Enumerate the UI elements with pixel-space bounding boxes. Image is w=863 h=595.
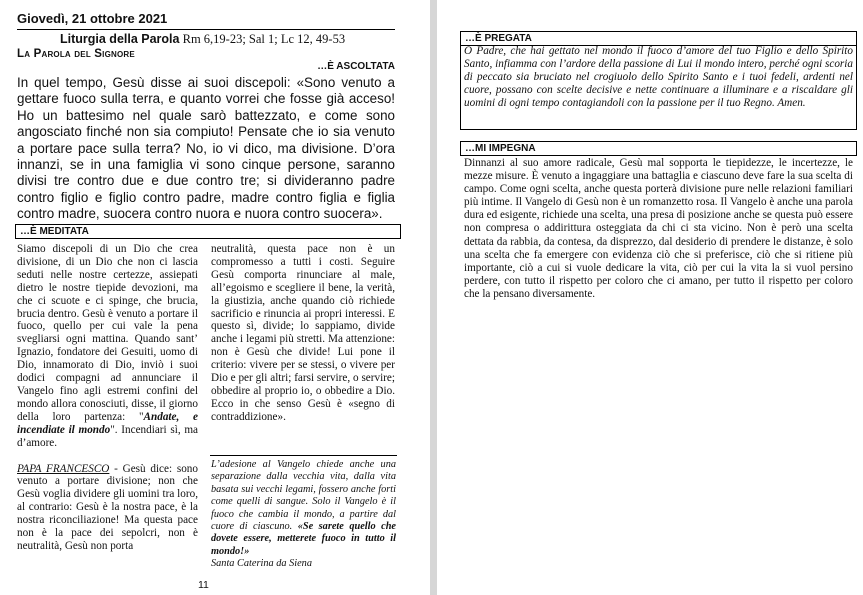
pregata-header: [460, 31, 857, 46]
ignatius-quote: Andate, e incendiate il mondo: [17, 410, 198, 436]
meditation-column-2: [211, 243, 395, 424]
quote-divider: [210, 455, 397, 456]
impegna-tag: …MI IMPEGNA: [465, 143, 536, 154]
page-number: 11: [198, 579, 209, 591]
gospel-text: In quel tempo, Gesù disse ai suoi discepoli: «Sono venuto a gettare fuoco sulla terra, e quanto vorrei che fosse già acceso! Ho un battesimo nel quale sarò battezzato, e come sono angosciato finché non sia compiuto! Pensate che io sia venuto a portare pace sulla terra? No, io vi dico, ma divisione. D’ora innanzi, se in una famiglia vi sono cinque persone, saranno divisi tre contro due e due contro tre; si divideranno padre contro figlio e figlio contro padre, madre contro figlia e figlia contro madre, suocera contro nuora e nuora contro suocera».: [17, 75, 395, 222]
caterina-quote-block: [211, 459, 396, 571]
left-page: [0, 0, 430, 595]
meditation-tail: ". Incendiari sì, ma d’amore.: [17, 423, 199, 449]
impegna-header: [460, 141, 857, 156]
date-heading: Giovedì, 21 ottobre 2021: [17, 11, 168, 26]
ascoltata-tag: …È ASCOLTATA: [317, 61, 395, 72]
parola-title: La Parola del Signore: [17, 48, 135, 60]
papa-francesco-text: - Gesù dice: sono venuto a portare divisione; non che Gesù voglia dividere gli uomini tra loro, al contrario: Gesù è la nostra pace, è la nostra riconciliazione! Ma questa pace non è la pace dei sepolcri, non è neutralità, Gesù non porta: [17, 462, 198, 552]
liturgy-label: Liturgia della Parola: [60, 32, 180, 46]
meditata-tag: …È MEDITATA: [20, 226, 89, 237]
liturgy-references: Rm 6,19-23; Sal 1; Lc 12, 49-53: [182, 32, 346, 46]
liturgy-line: [60, 32, 345, 47]
quote-bold-text: «Se sarete quello che dovete essere, metterete fuoco in tutto il mondo!»: [211, 521, 396, 557]
right-page: [437, 0, 863, 595]
prayer-text: O Padre, che hai gettato nel mondo il fuoco d’amore del tuo Figlio e dello Spirito Santo, infiamma con l’ardore della passione di Lui il mondo intero, perché ogni scoria di peccato sia bruciato nel crogiuolo dello Spirito Santo e i tuoi fedeli, ardenti nel cuore, possano con scelte decisive e nette continuare a illuminare e a riscaldare gli uomini di ogni tempo contagiandoli con la passione per il tuo Regno. Amen.: [464, 45, 853, 110]
meditation-column-1: [17, 243, 198, 553]
meditation-text: Siamo discepoli di un Dio che crea divisione, di un Dio che non ci lascia seduti nelle nostre certezze, assiepati dietro le nostre tiepide devozioni, ma che ci scuote e ci spinge, che brucia, brucia dentro. Gesù è venuto a portare il fuoco, quello per cui vale la pena svegliarsi ogni mattina. Quando sant’ Ignazio, fondatore dei Gesuiti, uomo di Dio, innamorato di Dio, inviò i suoi dodici compagni ad annunciare il Vangelo fino agli estremi confini del mondo allora conosciuti, disse, il giorno della loro partenza: ": [17, 243, 198, 423]
pregata-tag: …È PREGATA: [465, 33, 532, 44]
quote-author: Santa Caterina da Siena: [211, 558, 312, 570]
meditata-header: [15, 224, 401, 239]
impegna-text: Dinnanzi al suo amore radicale, Gesù mal sopporta le tiepidezze, le incertezze, le mezze misure. È venuto a ingaggiare una battaglia e ciascuno deve fare la sua scelta di campo. Come ogni scelta, anche questa porterà divisione pure nelle relazioni familiari più intime. Il Vangelo di Gesù non è un romanzetto rosa. Il Vangelo è anche una parola dura ed esigente, richiede una scelta, una presa di posizione anche se questa può essere non compresa o addirittura osteggiata da chi ci sta vicino. Non è però una scelta dettata da rabbia, da contesa, da disprezzo, dal desiderio di prendere le distanze, è solo una scelta che fa emergere con evidenza ciò che si preferisce, ciò che si ritiene più importante, ciò a cui si vuole dedicare la vita, ciò per cui la vita la si vuol persino perdere, con tutto il rispetto per coloro che ci amano, per tutto il rispetto per coloro che la pensano diversamente.: [464, 157, 853, 300]
page-gutter: [430, 0, 437, 595]
papa-francesco-label: PAPA FRANCESCO: [17, 462, 110, 475]
header-divider: [17, 29, 395, 30]
meditation-continued-text: neutralità, questa pace non è un compromesso a tutti i costi. Seguire Gesù comporta rinunciare al male, all’egoismo e scegliere il bene, la verità, la giustizia, anche quando ciò richiede sacrificio e rinuncia ai propri interessi. E questo sì, divide; lo sappiamo, divide anche i legami più stretti. Ma attenzione: non è Gesù che divide! Lui pone il criterio: vivere per se stessi, o vivere per Dio e per gli altri; farsi servire, o servire; obbedire al proprio io, o obbedire a Dio. Ecco in che senso Gesù è «segno di contraddizione».: [211, 243, 395, 423]
quote-text: L’adesione al Vangelo chiede anche una separazione dalla vecchia vita, dalla vita basata sui vecchi legami, fossero anche forti come quelli di sangue. Solo il Vangelo è il fuoco che cambia il mondo, a partire dal cuore di ciascuno.: [211, 459, 396, 533]
